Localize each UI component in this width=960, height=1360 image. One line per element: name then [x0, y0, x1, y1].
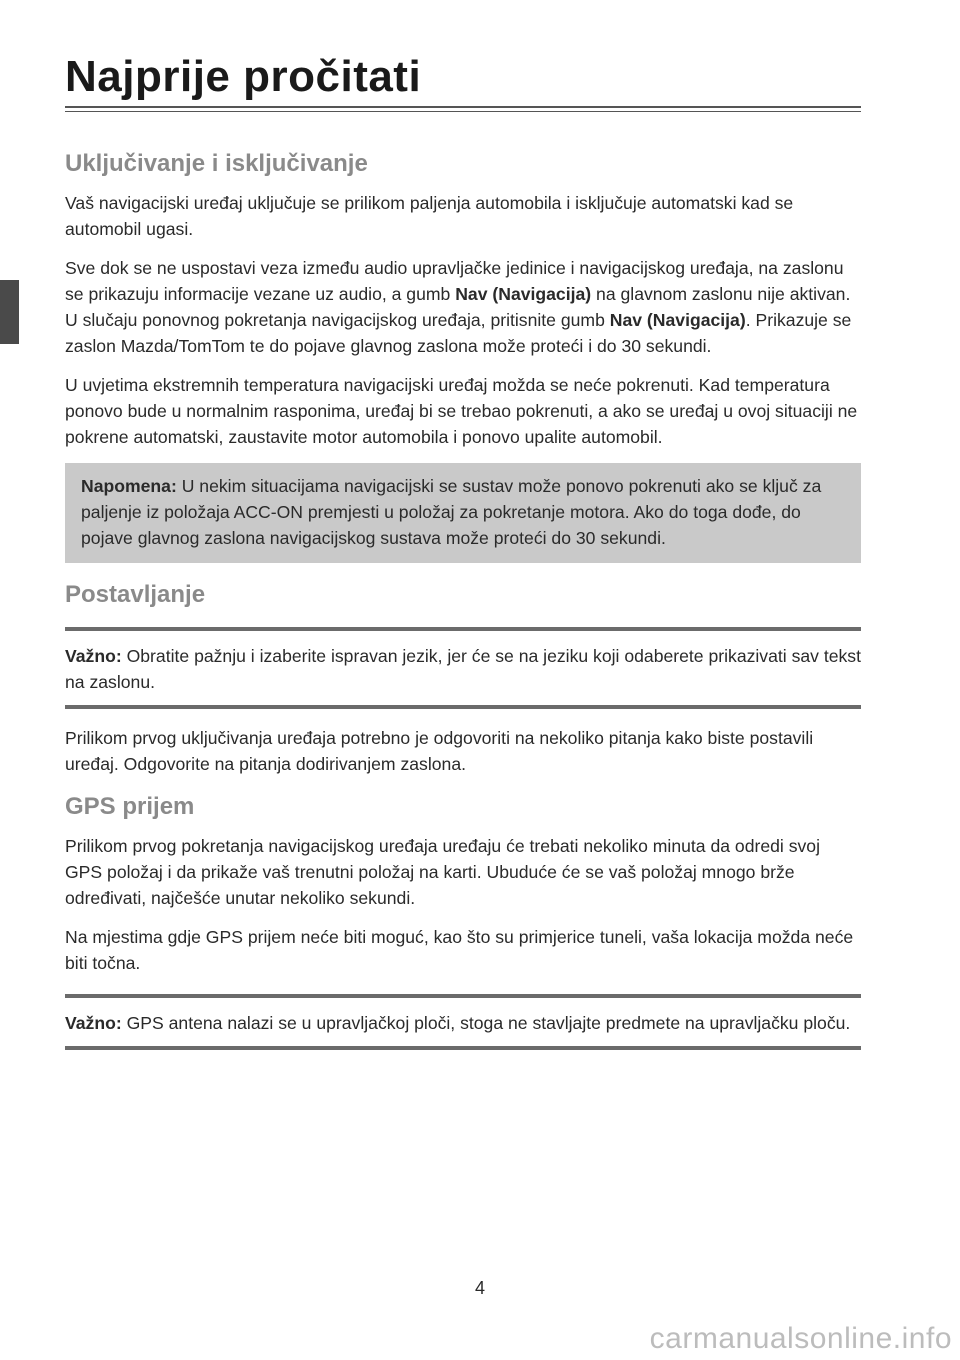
- important-label-setup: Važno:: [65, 646, 122, 666]
- section-heading-setup: Postavljanje: [65, 581, 206, 608]
- important-body-setup: Obratite pažnju i izaberite ispravan jezik, jer će se na jeziku koji odaberete prikazivati sav tekst na zaslonu.: [65, 646, 861, 692]
- power-paragraph-3: U uvjetima ekstremnih temperatura navigacijski uređaj možda se neće pokrenuti. Kad temperatura ponovo bude u normalnim rasponima, uređaj bi se trebao pokrenuti, a ako se uređaj u ovoj situaciji ne pokrene automatski, zaustavite motor automobila i ponovo upalite automobil.: [65, 375, 858, 447]
- power-paragraph-2: [65, 255, 861, 359]
- title-rule-thin: [65, 111, 861, 112]
- power-p2-text-b: na glavnom zaslonu nije aktivan. U slučaju ponovnog pokretanja navigacijskog uređaja, pritisnite gumb: [65, 284, 851, 330]
- nav-button-label-2: Nav (Navigacija): [609, 310, 746, 330]
- gps-paragraph-2: Na mjestima gdje GPS prijem neće biti moguć, kao što su primjerice tuneli, vaša lokacija možda neće biti točna.: [65, 927, 854, 973]
- nav-button-label-1: Nav (Navigacija): [455, 284, 592, 304]
- gps-important-rule-bottom: [65, 1046, 861, 1050]
- section-heading-gps: GPS prijem: [65, 793, 195, 820]
- important-text-gps: [65, 1010, 861, 1036]
- power-p2-text-c: . Prikazuje se zaslon Mazda/TomTom te do pojave glavnog zaslona može protеći i do 30 sekundi.: [65, 310, 852, 356]
- important-box-setup: [65, 631, 861, 705]
- title-rule: [65, 106, 861, 108]
- note-label: Napomena:: [81, 476, 177, 496]
- page-number: 4: [474, 1278, 485, 1298]
- important-rule-bottom: [65, 705, 861, 709]
- important-label-gps: Važno:: [65, 1013, 122, 1033]
- important-text-setup: [65, 643, 861, 695]
- side-tab-marker: [0, 280, 19, 344]
- content-flow: [65, 150, 861, 1050]
- note-box: [65, 463, 861, 563]
- section-heading-power: Uključivanje i isključivanje: [65, 150, 368, 177]
- setup-paragraph-1: Prilikom prvog uključivanja uređaja potrebno je odgovoriti na nekoliko pitanja kako biste postavili uređaj. Odgovorite na pitanja dodirivanjem zaslona.: [65, 728, 814, 774]
- note-body: U nekim situacijama navigacijski se sustav može ponovo pokrenuti ako se ključ za paljenje iz položaja ACC-ON premjesti u položaj za pokretanje motora. Ako do toga dođe, do pojave glavnog zaslona navigacijskog sustava može protеći do 30 sekundi.: [81, 476, 822, 548]
- page-title: Najprije pročitati: [65, 52, 422, 101]
- power-p2-text-a: Sve dok se ne uspostavi veza između audio upravljačke jedinice i navigacijskog uređaja, na zaslonu se prikazuju informacije vezane uz audio, a gumb: [65, 258, 844, 304]
- note-text: [81, 473, 845, 551]
- important-body-gps: GPS antena nalazi se u upravljačkoj ploči, stoga ne stavljajte predmete na upravljačku ploču.: [121, 1013, 851, 1033]
- gps-paragraph-1: Prilikom prvog pokretanja navigacijskog uređaja uređaju će trebati nekoliko minuta da odredi svoj GPS položaj i da prikaže vaš trenutni položaj na karti. Ubuduće će se vaš položaj mnogo brže određivati, najčešće unutar nekoliko sekundi.: [65, 836, 820, 908]
- power-paragraph-1: Vaš navigacijski uređaj uključuje se prilikom paljenja automobila i isključuje automatski kad se automobil ugasi.: [65, 193, 794, 239]
- watermark: carmanualsonline.info: [649, 1322, 952, 1355]
- important-box-gps: [65, 998, 861, 1046]
